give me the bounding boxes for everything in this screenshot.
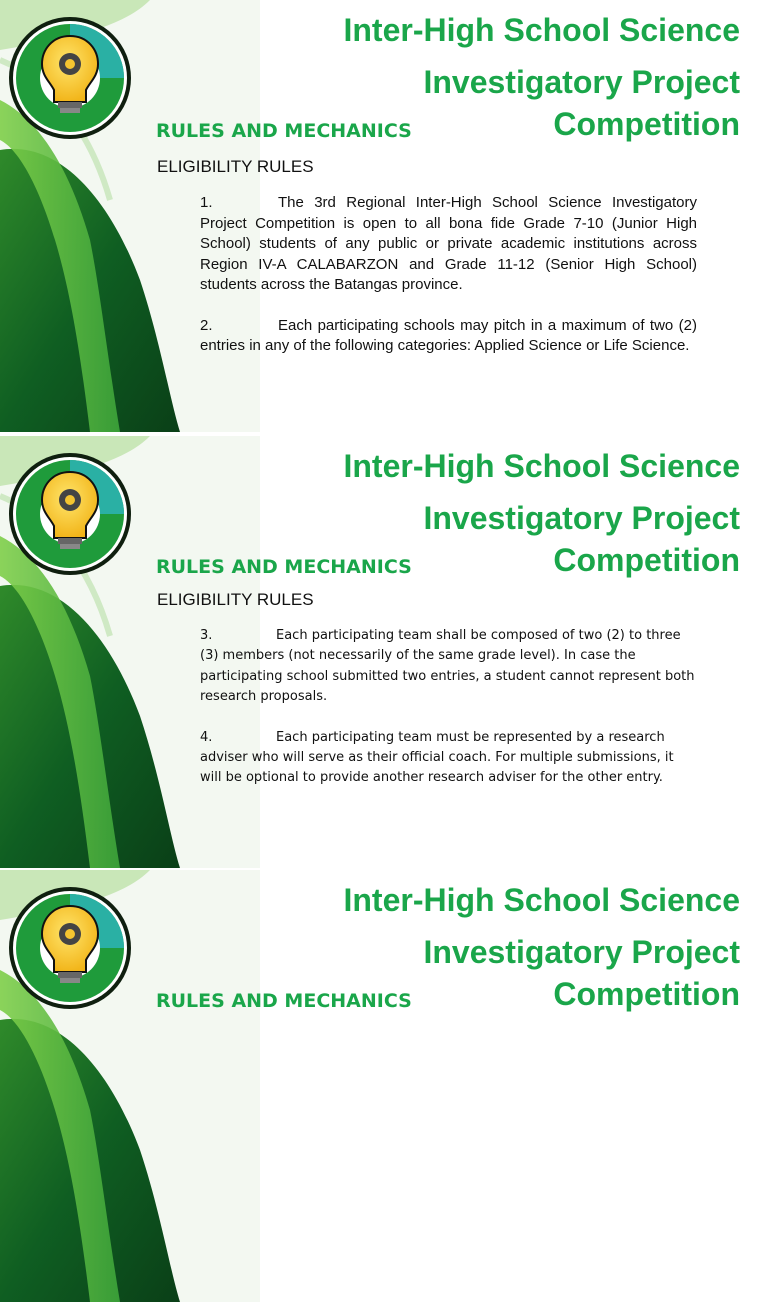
rule-text: Each participating team shall be composed of two (2) to three (3) members (not necessarily of the same grade level). In case the participating school submitted two entries, a student cannot represent both research proposals. [200, 628, 695, 705]
title-line-1: Inter-High School Science [343, 448, 740, 484]
rule-text: The 3rd Regional Inter-High School Science Investigatory Project Competition is open to all bona fide Grade 7-10 (Junior High School) students of any public or private academic institutions across Region IV-A CALABARZON and Grade 11-12 (Senior High School) students across the Batangas province. [200, 194, 697, 293]
title-line-1: Inter-High School Science [343, 12, 740, 48]
title-line-3: Competition [553, 542, 740, 578]
rule-item [200, 728, 695, 789]
title-line-3: Competition [553, 106, 740, 142]
rule-number: 2. [200, 316, 213, 334]
school-logo-icon [8, 886, 132, 1010]
rule-number: 4. [200, 729, 213, 745]
title-line-2: Investigatory Project [423, 500, 740, 536]
slide-3 [0, 870, 768, 1302]
title-line-2: Investigatory Project [423, 64, 740, 100]
school-logo-icon [8, 452, 132, 576]
rule-number: 1. [200, 194, 213, 211]
rule-text: Each participating team must be represented by a research adviser who will serve as their official coach. For multiple submissions, it will be optional to provide another research adviser for the other entry. [200, 729, 674, 786]
rules-list [200, 193, 697, 377]
eligibility-heading: ELIGIBILITY RULES [157, 590, 314, 609]
rule-item [200, 316, 697, 357]
title-line-2: Investigatory Project [423, 934, 740, 970]
rule-number: 3. [200, 628, 213, 643]
rules-list [200, 626, 695, 809]
school-logo-icon [8, 16, 132, 140]
rule-text: Each participating schools may pitch in a maximum of two (2) entries in any of the following categories: Applied Science or Life Science. [200, 316, 697, 354]
section-heading: RULES AND MECHANICS [156, 120, 412, 142]
rule-item [200, 193, 697, 296]
rule-item [200, 626, 695, 708]
title-line-3: Competition [553, 976, 740, 1012]
eligibility-heading: ELIGIBILITY RULES [157, 157, 314, 176]
section-heading: RULES AND MECHANICS [156, 556, 412, 578]
slide-1 [0, 0, 768, 432]
title-line-1: Inter-High School Science [343, 882, 740, 918]
slide-2 [0, 436, 768, 868]
section-heading: RULES AND MECHANICS [156, 990, 412, 1012]
